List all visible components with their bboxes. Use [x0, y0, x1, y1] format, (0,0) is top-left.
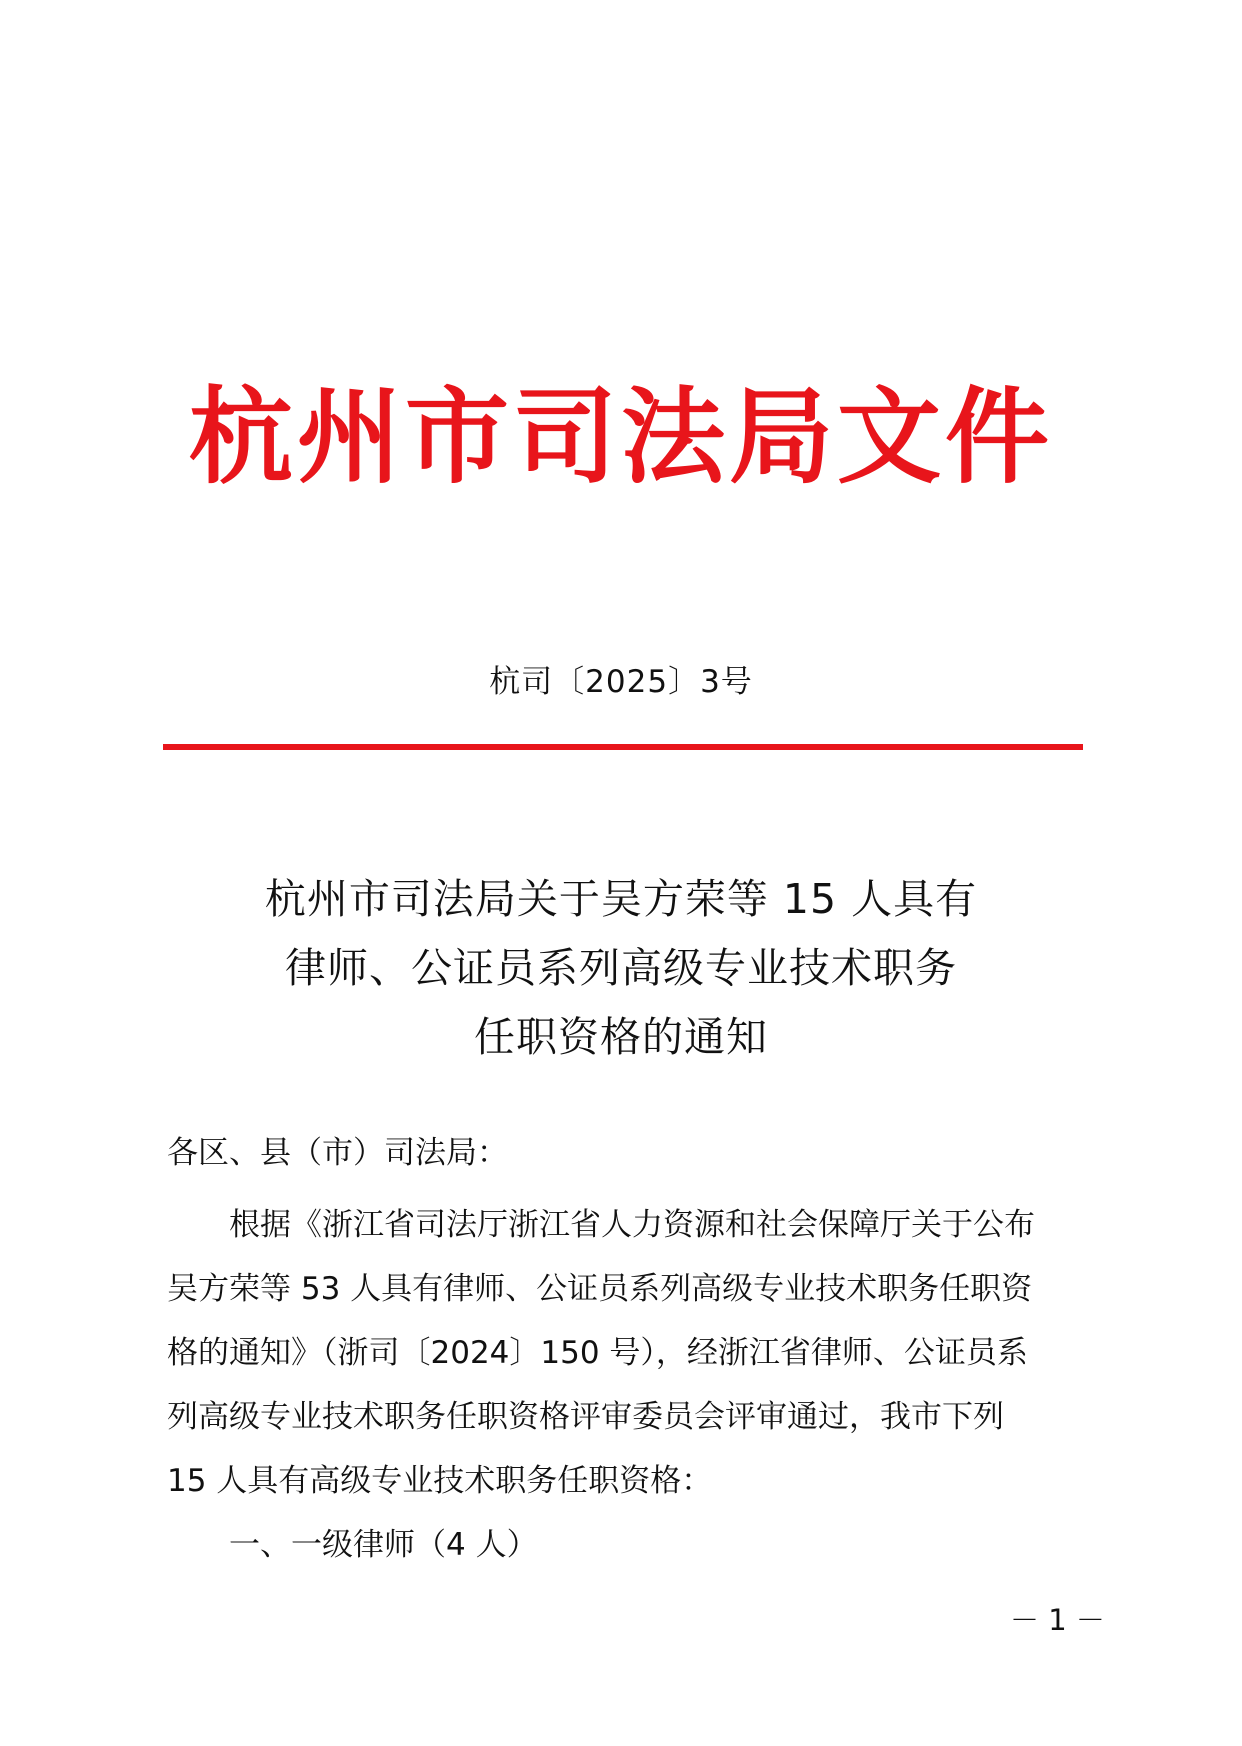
- body-paragraph: [167, 1193, 1097, 1577]
- title-line: 任职资格的通知: [474, 1013, 768, 1061]
- page-number: － 1 －: [1010, 1603, 1105, 1637]
- paragraph-line: 根据《浙江省司法厅浙江省人力资源和社会保障厅关于公布: [229, 1207, 1035, 1243]
- document-masthead: 杭州市司法局文件: [188, 375, 1053, 498]
- red-divider-line: [163, 744, 1083, 750]
- title-line: 杭州市司法局关于吴方荣等 15 人具有: [264, 875, 978, 923]
- title-line: 律师、公证员系列高级专业技术职务: [285, 944, 957, 992]
- salutation: 各区、县（市）司法局：: [167, 1135, 508, 1171]
- paragraph-line: 吴方荣等 53 人具有律师、公证员系列高级专业技术职务任职资: [167, 1271, 1033, 1307]
- document-number: 杭司〔2025〕3号: [489, 664, 753, 700]
- paragraph-line: 格的通知》（浙司〔2024〕150 号），经浙江省律师、公证员系: [167, 1335, 1028, 1371]
- section-heading: 一、一级律师（4 人）: [229, 1527, 538, 1563]
- paragraph-line: 15 人具有高级专业技术职务任职资格：: [167, 1463, 713, 1499]
- document-title: [0, 865, 1242, 1072]
- paragraph-line: 列高级专业技术职务任职资格评审委员会评审通过，我市下列: [167, 1399, 1004, 1435]
